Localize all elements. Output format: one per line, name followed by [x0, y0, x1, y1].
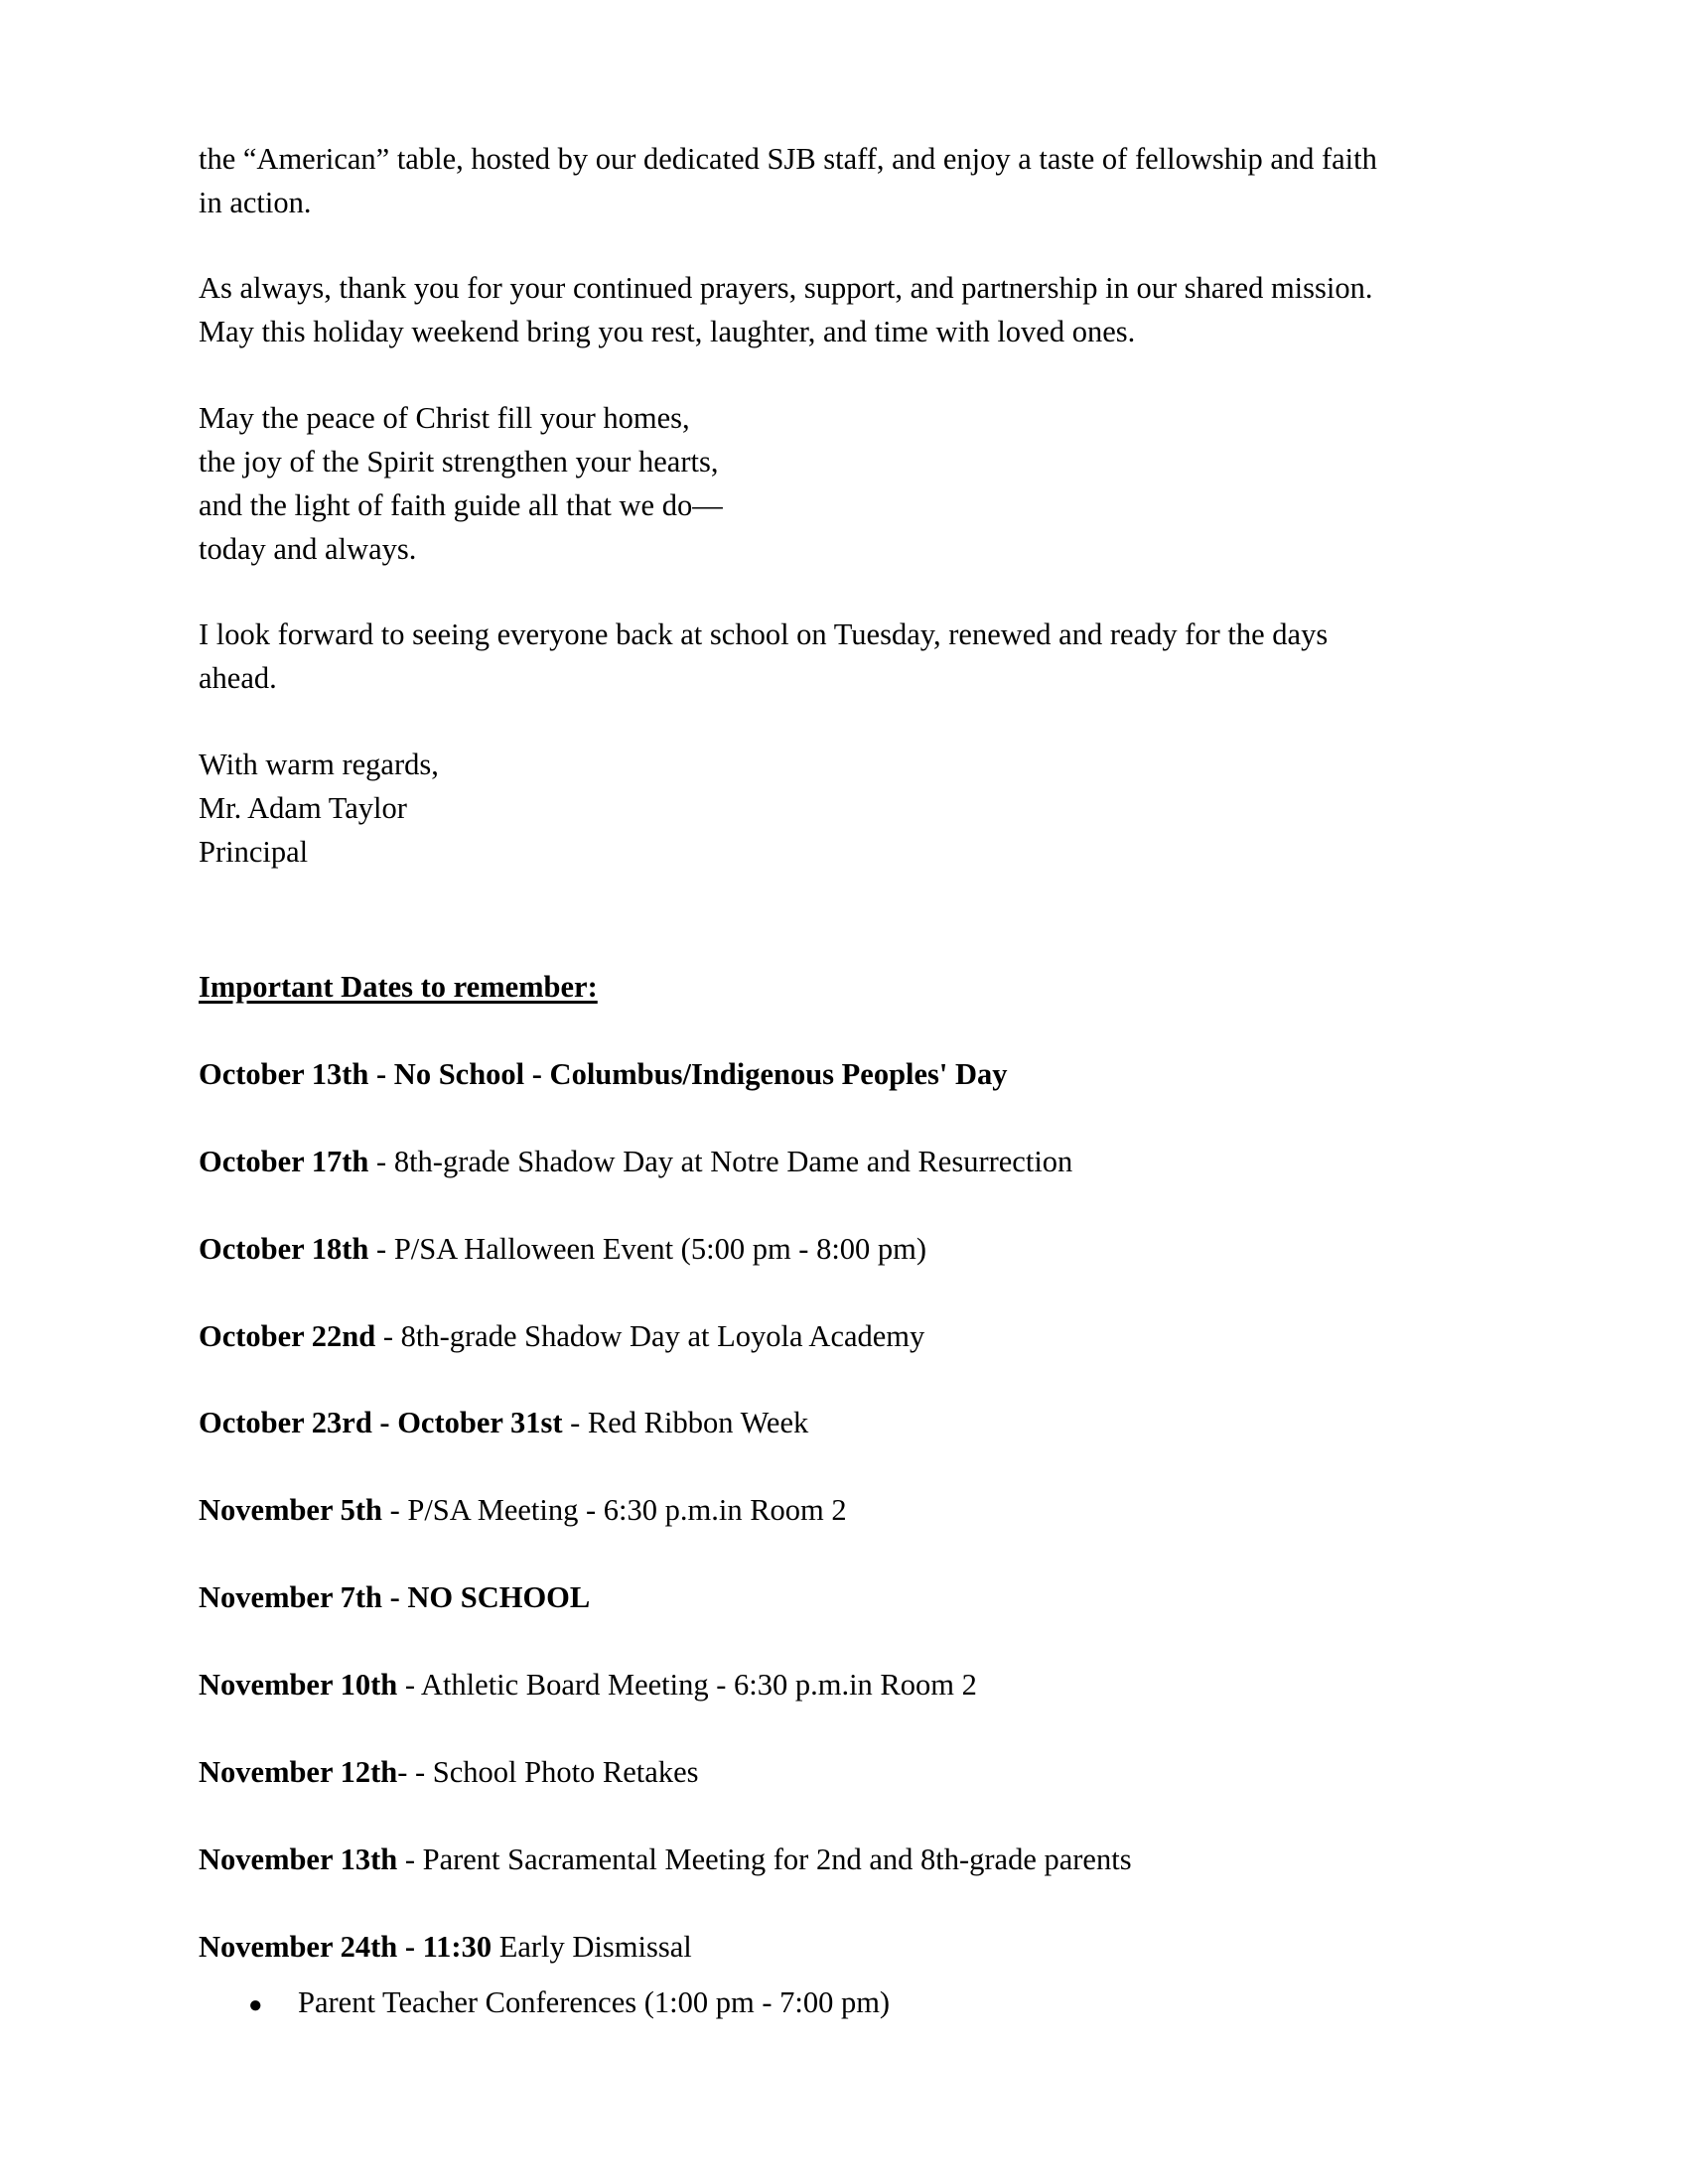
date-label: October 17th — [199, 1145, 369, 1178]
date-description: - 8th-grade Shadow Day at Notre Dame and Resurrection — [368, 1145, 1073, 1178]
date-description: Early Dismissal — [492, 1930, 692, 1964]
text-line: May this holiday weekend bring you rest, laughter, and time with loved ones. — [199, 315, 1136, 348]
date-entry — [199, 1052, 1509, 1096]
text-line: in action. — [199, 186, 312, 219]
bullet-icon: ● — [248, 1992, 263, 2018]
date-description: - P/SA Halloween Event (5:00 pm - 8:00 pm) — [368, 1232, 927, 1266]
date-label: November 24th - 11:30 — [199, 1930, 492, 1964]
text-line: the “American” table, hosted by our dedicated SJB staff, and enjoy a taste of fellowship and faith — [199, 142, 1377, 176]
bullet-text: Parent Teacher Conferences (1:00 pm - 7:00 pm) — [298, 1985, 891, 2019]
date-entry — [199, 1925, 1509, 1969]
text-line: May the peace of Christ fill your homes, — [199, 401, 690, 435]
date-label: October 22nd — [199, 1319, 376, 1353]
section-heading: Important Dates to remember: — [199, 970, 598, 1004]
text-line: ahead. — [199, 661, 277, 695]
date-description: - P/SA Meeting - 6:30 p.m.in Room 2 — [381, 1493, 847, 1527]
date-label: October 18th — [199, 1232, 369, 1266]
date-description: - Athletic Board Meeting - 6:30 p.m.in Room 2 — [397, 1668, 977, 1702]
date-entry — [199, 1575, 1509, 1619]
date-label: November 5th — [199, 1493, 382, 1527]
date-entry — [199, 1750, 1509, 1794]
text-line: I look forward to seeing everyone back at school on Tuesday, renewed and ready for the days — [199, 617, 1329, 651]
signer-name: Mr. Adam Taylor — [199, 791, 407, 825]
date-entry — [199, 1663, 1509, 1706]
letter-paragraph-4 — [199, 613, 1509, 700]
date-label: November 12th — [199, 1755, 398, 1789]
bullet-list-item — [248, 1980, 890, 2027]
text-line: As always, thank you for your continued prayers, support, and partnership in our shared mission. — [199, 271, 1373, 305]
date-label-end: October 31st — [397, 1406, 563, 1439]
date-label: November 13th — [199, 1843, 398, 1876]
signer-title: Principal — [199, 835, 309, 869]
text-line: today and always. — [199, 532, 417, 566]
date-description: - Red Ribbon Week — [562, 1406, 809, 1439]
date-label: November 10th — [199, 1668, 398, 1702]
text-line: and the light of faith guide all that we do— — [199, 488, 723, 522]
text-line: the joy of the Spirit strengthen your hearts, — [199, 445, 719, 478]
date-entry — [199, 1314, 1509, 1358]
date-entry — [199, 1838, 1509, 1881]
date-entry — [199, 1401, 1509, 1444]
date-label: October 23rd — [199, 1406, 372, 1439]
letter-paragraph-1 — [199, 137, 1509, 224]
signature-block — [199, 743, 1509, 874]
important-dates-heading — [199, 965, 1509, 1009]
date-description: - 8th-grade Shadow Day at Loyola Academy — [375, 1319, 925, 1353]
letter-paragraph-2 — [199, 266, 1509, 353]
date-separator: - — [371, 1406, 398, 1439]
date-entry — [199, 1227, 1509, 1271]
date-label: November 7th - NO SCHOOL — [199, 1580, 591, 1614]
date-entry — [199, 1488, 1509, 1532]
date-description: - Parent Sacramental Meeting for 2nd and 8th-grade parents — [397, 1843, 1132, 1876]
closing-line: With warm regards, — [199, 748, 439, 781]
blessing-paragraph — [199, 396, 1509, 571]
date-label: October 13th - No School - Columbus/Indigenous Peoples' Day — [199, 1057, 1008, 1091]
date-entry — [199, 1140, 1509, 1183]
date-description: - - School Photo Retakes — [397, 1755, 699, 1789]
